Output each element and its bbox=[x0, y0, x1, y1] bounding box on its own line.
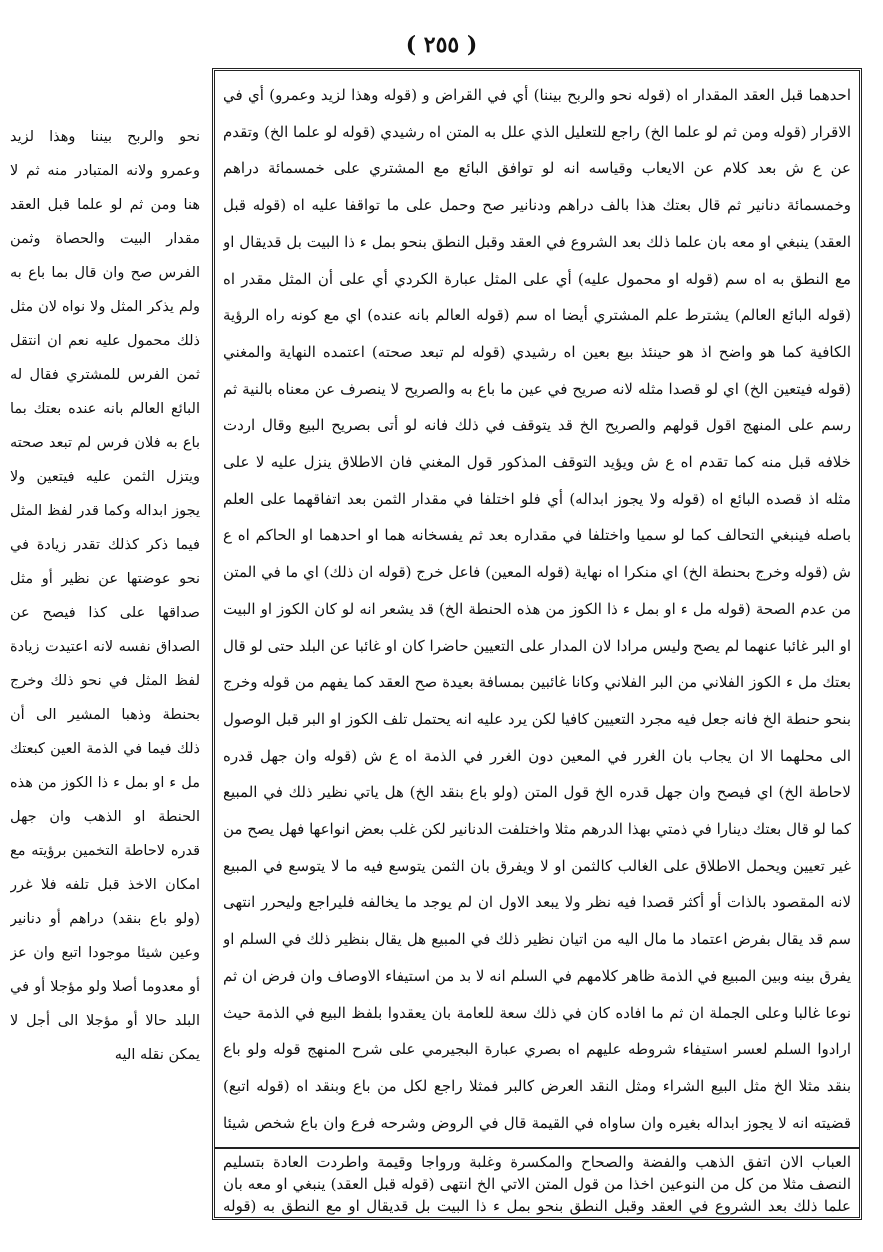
commentary-frame bbox=[212, 68, 862, 1220]
margin-matn-text: نحو والربح بيننا وهذا لزيد وعمرو ولانه المتبادر منه ثم لا هنا ومن ثم لو علما قبل العقد مقدار البيت والحصاة وثمن الفرس صح وان قال بما باع به ولم يذكر المثل ولا نواه لان مثل ذلك محمول عليه نعم ان انتقل ثمن الفرس للمشتري فقال له البائع العالم بانه عنده بعتك بما باع به فلان فرس لم تبعد صحته ويتزل الثمن عليه فيتعين ولا يجوز ابداله وكما قدر لفظ المثل فيما ذكر كذلك تقدر زيادة في نحو عوضتها عن نظير أو مثل صداقها على كذا فيصح عن الصداق نفسه لانه اعتيدت زيادة لفظ المثل في نحو ذلك وخرج بحنطة وذهبا المشير الى أن ذلك فيما في الذمة العين كبعتك مل ء او بمل ء ذا الكوز من هذه الحنطة او الذهب وان جهل قدره لاحاطة التخمين برؤيته مع امكان الاخذ قبل تلفه فلا غرر (ولو باع بنقد) دراهم أو دنانير وعين شيئا موجودا اتبع وان عز أو معدوما أصلا ولو مؤجلا أو في البلد حالا أو مؤجلا الى أجل لا يمكن نقله اليه bbox=[10, 129, 200, 1063]
footnote-text: العباب الان اتفق الذهب والفضة والصحاح والمكسرة وغلبة ورواجا وقيمة واطردت العادة بتسليم النصف مثلا من كل من النوعين اخذا من قول المتن الاتي الخ انتهى (قوله قبل العقد) ينبغي او معه بان علما ذلك بعد الشروع في العقد وقبل النطق بنحو بمل ء ذا البيت بل قديقال او مع النطق به (قوله bbox=[223, 1153, 851, 1215]
frame-divider bbox=[215, 1147, 859, 1149]
page-number: ( ٢٥٥ ) bbox=[405, 32, 478, 58]
commentary-text: احدهما قبل العقد المقدار اه (قوله نحو والربح بيننا) أي في القراض و (قوله وهذا لزيد وعمرو) أي في الاقرار (قوله ومن ثم لو علما الخ) راجع للتعليل الذي علل به المتن اه رشيدي (قوله لو علما الخ) وتقدم عن ع ش بعد كلام عن الايعاب وقياسه انه لو توافق البائع مع المشتري على خمسمائة دراهم وخمسمائة دنانير ثم قال بعتك هذا بالف دراهم ودنانير صح وحمل على ما تواقفا عليه اه (قوله قبل العقد) ينبغي او معه بان علما ذلك بعد الشروع في العقد وقبل النطق بنحو بمل ء ذا البيت بل قديقال او مع النطق به اه سم (قوله او محمول عليه) أي على المثل عبارة الكردي أي على أن المثل مقدر اه (قوله البائع العالم) يشترط علم المشتري أيضا اه سم (قوله العالم بانه عنده) اي مع كونه راه الرؤية الكافية كما هو واضح اذ هو حينئذ بيع بعين اه رشيدي (قوله لم تبعد صحته) اعتمده النهاية والمغني (قوله فيتعين الخ) اي لو قصدا مثله لانه صريح في عين ما باع به والصريح لا ينصرف عن معناه بالنية ثم رسم على المنهج اقول قولهم والصريح الخ قد يتوقف في ذلك فانه لو أتى بصريح البيع وقال اردت خلافه قبل منه كما تقدم اه ع ش ويؤيد التوقف المذكور قول المغني فان الاطلاق ينزل عليه لا على مثله اذ قصده البائع اه (قوله ولا يجوز ابداله) أي فلو اختلفا في مقدار الثمن بعد اتفاقهما على العلم باصله فينبغي التحالف كما لو سميا واختلفا في مقداره بعد ثم يفسخانه هما او احدهما او الحاكم اه ع ش (قوله وخرج بحنطة الخ) اي منكرا اه نهاية (قوله المعين) فاعل خرج (قوله ان ذلك) اي ما في المتن من عدم الصحة (قوله مل ء او بمل ء ذا الكوز من هذه الحنطة الخ) قد يشعر انه لو كان الكوز او البيت او البر غائبا عنهما لم يصح وليس مرادا لان المدار على التعيين حاضرا كان او غائبا عن البلد حتى لو قال بعتك مل ء الكوز الفلاني من البر الفلاني وكانا غائبين بمسافة بعيدة صح العقد كما يفهم من قوله وخرج بنحو حنطة الخ فانه جعل فيه مجرد التعيين كافيا لكن يرد عليه انه يحتمل تلف الكوز او البر قبل الوصول الى محلهما الا ان يجاب بان الغرر في المعين دون الغرر في الذمة اه ع ش (قوله وان جهل قدره لاحاطة الخ) اي فيصح وان جهل قدره الخ قول المتن (ولو باع بنقد الخ) هل ياتي نظير ذلك في المبيع كما لو قال بعتك دينارا في ذمتي بهذا الدرهم مثلا واختلفت الدنانير لكن غلب بعض انواعها فهل يصح من غير تعيين ويحمل الاطلاق على الغالب كالثمن او لا ويفرق بان الثمن يتوسع فيه ما لا يتوسع في المبيع لانه المقصود بالذات أو أكثر قصدا فيه نظر ولا يبعد الاول ان لم يوجد ما يخالفه فليراجع وليحرر انتهى سم قد يقال بفرض اعتماد ما مال اليه من اتيان نظير ذلك في المبيع هل يقال بنظير ذلك في السلم او يفرق بينه وبين المبيع في الذمة ظاهر كلامهم في السلم انه لا بد من استيفاء الاوصاف وان فرض ان ثم نوعا غالبا وعلى الجملة ان ثم ما افاده كان في ذلك سعة للعامة بان يعقدوا بلفظ البيع في الذمة حيث ارادوا السلم لعسر استيفاء شروطه عليهم اه بصري عبارة البجيرمي على شرح المنهج قوله ولو باع بنقد مثلا الخ مثل البيع الشراء ومثل النقد العرض كالبر فمثلا راجع لكل من باع وبنقد اه (قوله اتبع) قضيته انه لا يجوز ابداله بغيره وان ساواه في القيمة قال في الروض وشرحه فرع وان باع شخص شيئا bbox=[223, 86, 851, 1132]
